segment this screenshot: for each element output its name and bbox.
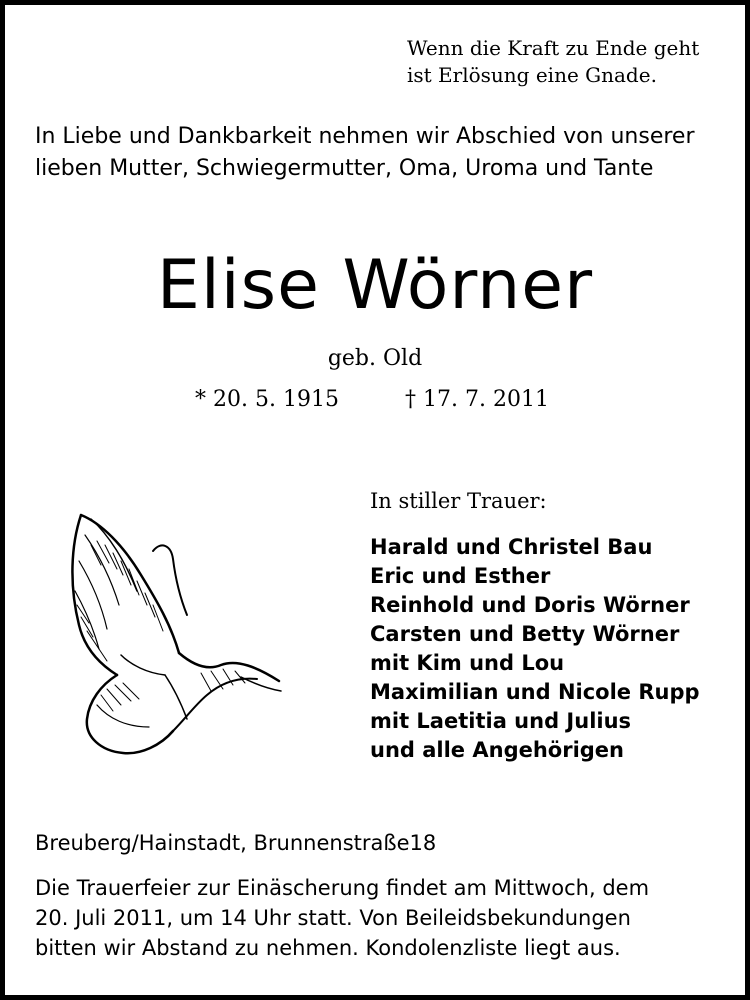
ceremony-line-3: bitten wir Abstand zu nehmen. Kondolenzliste liegt aus. xyxy=(35,936,621,960)
mourner-line: mit Kim und Lou xyxy=(370,651,565,675)
mourner-line: mit Laetitia und Julius xyxy=(370,709,632,733)
quote xyxy=(407,35,737,89)
intro-line-2: lieben Mutter, Schwiegermutter, Oma, Uroma und Tante xyxy=(35,156,654,181)
birth-date: * 20. 5. 1915 xyxy=(195,387,339,412)
praying-hands-icon xyxy=(61,505,286,775)
mourner-line: Reinhold und Doris Wörner xyxy=(370,593,690,617)
mourner-line: Carsten und Betty Wörner xyxy=(370,622,680,646)
birth-name: geb. Old xyxy=(327,346,423,371)
ceremony-line-1: Die Trauerfeier zur Einäscherung findet am Mittwoch, dem xyxy=(35,876,650,900)
mourner-line: Eric und Esther xyxy=(370,564,551,588)
mourning-label: In stiller Trauer: xyxy=(370,489,547,513)
mourners-list xyxy=(370,533,726,765)
death-date: † 17. 7. 2011 xyxy=(405,387,549,412)
mourner-line: und alle Angehörigen xyxy=(370,738,624,762)
intro-text xyxy=(35,121,735,185)
quote-line-2: ist Erlösung eine Gnade. xyxy=(407,63,657,87)
ceremony-line-2: 20. Juli 2011, um 14 Uhr statt. Von Beileidsbekundungen xyxy=(35,906,631,930)
ceremony-text xyxy=(35,873,725,963)
deceased-name: Elise Wörner xyxy=(156,246,594,325)
mourner-line: Harald und Christel Bau xyxy=(370,535,653,559)
address: Breuberg/Hainstadt, Brunnenstraße18 xyxy=(35,831,437,855)
mourner-line: Maximilian und Nicole Rupp xyxy=(370,680,700,704)
intro-line-1: In Liebe und Dankbarkeit nehmen wir Abschied von unserer xyxy=(35,124,695,149)
quote-line-1: Wenn die Kraft zu Ende geht xyxy=(407,36,700,60)
